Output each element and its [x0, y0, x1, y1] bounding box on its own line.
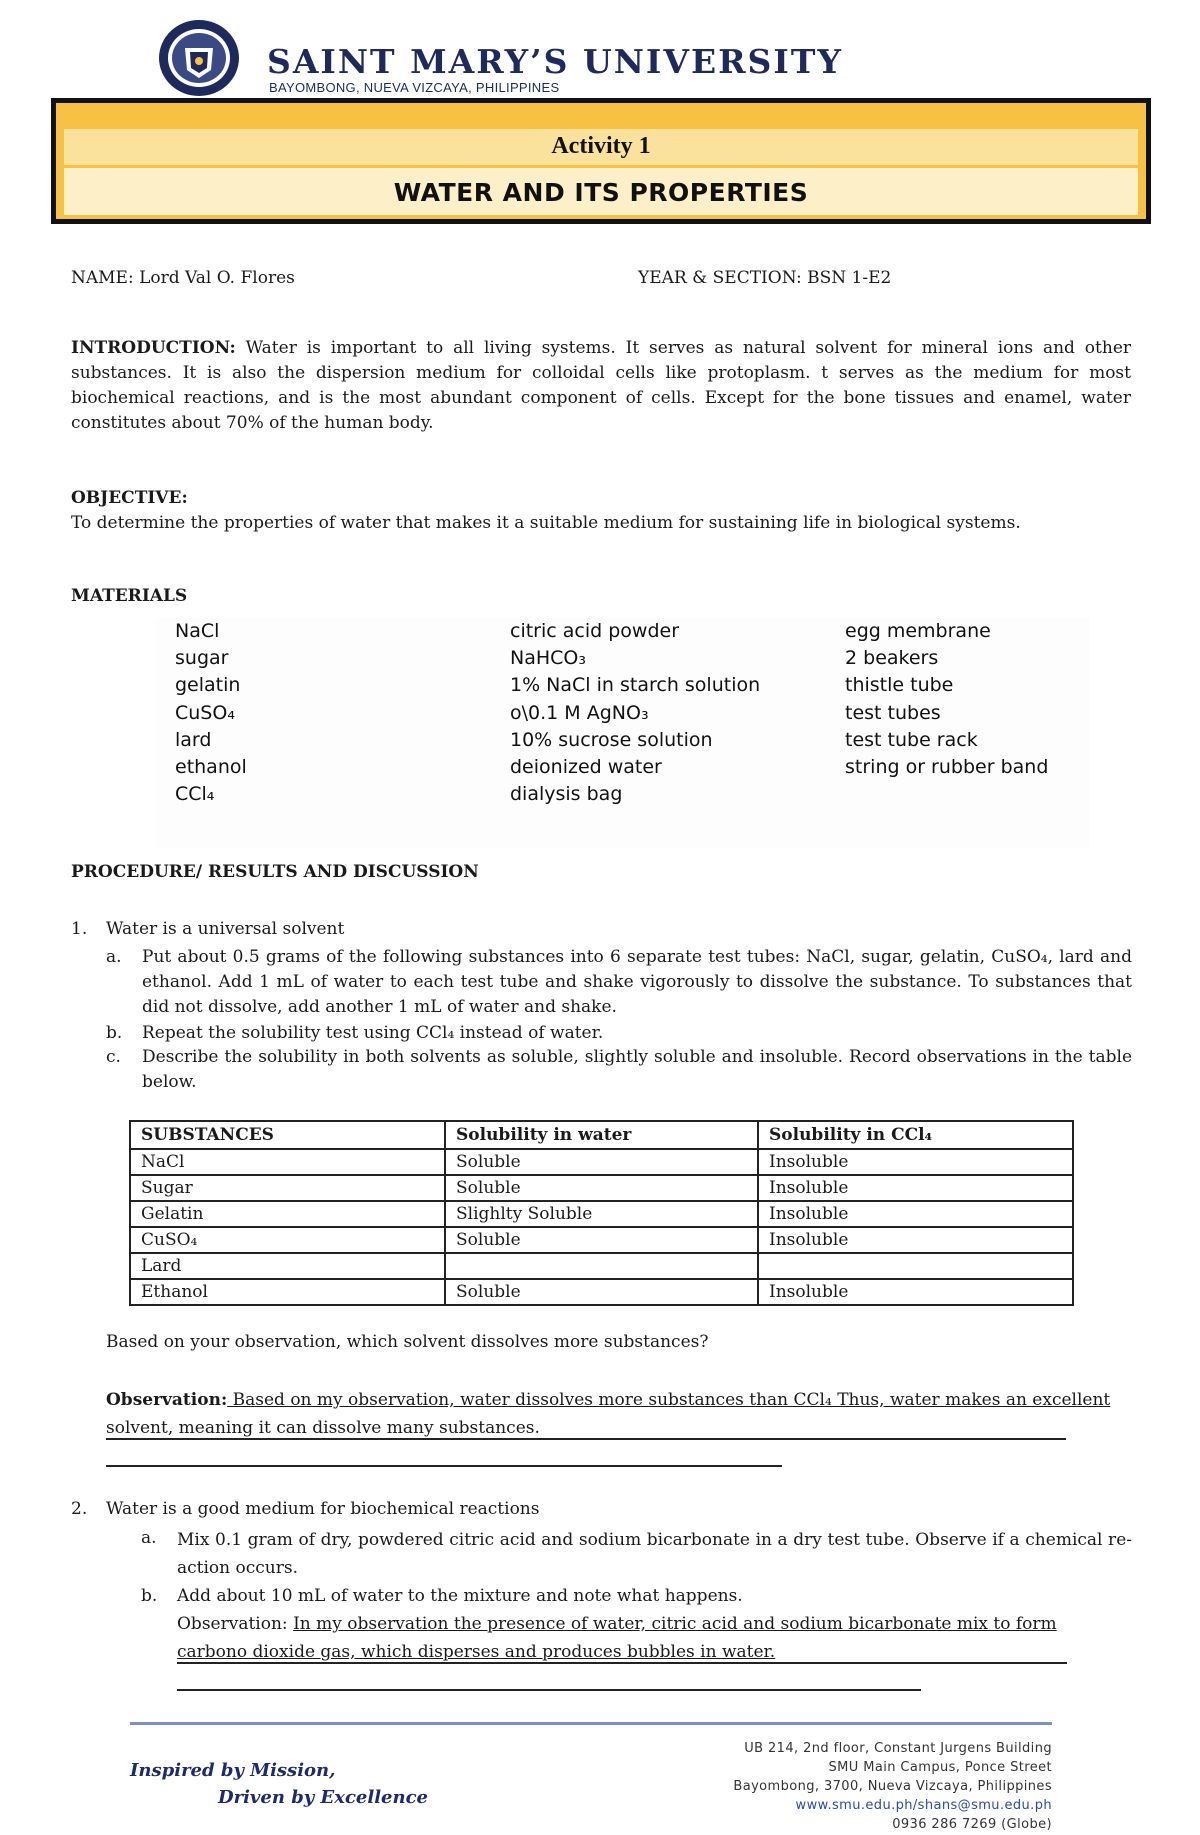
- address-line: Bayombong, 3700, Nueva Vizcaya, Philippines: [733, 1779, 1052, 1794]
- table-cell: NaCl: [130, 1149, 445, 1175]
- list-item: 2 beakers: [845, 647, 939, 670]
- table-row: [130, 1149, 1073, 1175]
- substep-label: b.: [141, 1586, 158, 1606]
- observation-answer-line: solvent, meaning it can dissolve many substances.: [106, 1418, 540, 1438]
- phone-number: 0936 286 7269 (Globe): [892, 1817, 1052, 1832]
- table-row: [130, 1227, 1073, 1253]
- introduction-text: Water is important to all living systems. It serves as natural solvent for mineral ions and other substances. It is also the dispersion medium for colloidal cells like protoplasm. t serves as the medium for most biochemical reactions, and is the most abundant component of cells. Except for the bone tissues and enamel, water constitutes about 70% of the human body.: [71, 338, 1132, 433]
- table-cell: Insoluble: [758, 1279, 1073, 1305]
- step-number: 2.: [71, 1499, 88, 1519]
- substep-text: Describe the solubility in both solvents as soluble, slightly soluble and insoluble. Record observations in the table below.: [142, 1047, 1132, 1092]
- substep-text: Add about 10 mL of water to the mixture and note what happens.: [177, 1586, 743, 1606]
- list-item: citric acid powder: [510, 620, 680, 642]
- substep-label: c.: [106, 1047, 121, 1067]
- materials-list: [155, 618, 1090, 848]
- procedure-heading: PROCEDURE/ RESULTS AND DISCUSSION: [71, 862, 479, 882]
- list-item: CCl₄: [175, 783, 215, 806]
- list-item: ethanol: [175, 755, 247, 778]
- website-link[interactable]: www.smu.edu.ph/shans@smu.edu.ph: [795, 1798, 1052, 1813]
- observation-answer: Based on my observation, water dissolves more substances than CCl₄ Thus, water makes an excellent: [227, 1390, 1111, 1410]
- list-item: dialysis bag: [510, 783, 623, 806]
- table-header-row: [130, 1121, 1073, 1149]
- list-item: thistle tube: [845, 674, 954, 697]
- list-item: test tube rack: [845, 728, 978, 751]
- substep-label: a.: [141, 1528, 157, 1548]
- observation-2: [177, 1612, 1057, 1637]
- table-cell: Soluble: [445, 1175, 758, 1201]
- observation-answer-line: carbono dioxide gas, which disperses and produces bubbles in water.: [177, 1642, 776, 1662]
- list-item: egg membrane: [845, 620, 991, 642]
- table-cell: CuSO₄: [130, 1227, 445, 1253]
- step-title: Water is a universal solvent: [106, 919, 345, 939]
- table-cell: Gelatin: [130, 1201, 445, 1227]
- table-cell: [445, 1253, 758, 1279]
- table-row: [130, 1253, 1073, 1279]
- table-cell: Slighlty Soluble: [445, 1201, 758, 1227]
- observation-answer: In my observation the presence of water, citric acid and sodium bicarbonate mix to form: [293, 1614, 1057, 1634]
- substep-label: a.: [106, 947, 122, 967]
- step-number: 1.: [71, 919, 88, 939]
- year-section-field: [638, 266, 891, 291]
- student-name-field: [71, 266, 295, 291]
- activity-title-box: [51, 98, 1151, 224]
- list-item: o\0.1 M AgNO₃: [510, 701, 649, 724]
- footer-tagline-2: Driven by Excellence: [218, 1787, 428, 1808]
- table-cell: Ethanol: [130, 1279, 445, 1305]
- university-location: BAYOMBONG, NUEVA VIZCAYA, PHILIPPINES: [269, 80, 560, 95]
- list-item: deionized water: [510, 755, 662, 778]
- table-cell: Insoluble: [758, 1175, 1073, 1201]
- table-cell: Soluble: [445, 1279, 758, 1305]
- answer-line: [177, 1689, 921, 1691]
- footer-tagline-1: Inspired by Mission,: [130, 1760, 336, 1781]
- table-cell: Soluble: [445, 1149, 758, 1175]
- address-line: UB 214, 2nd floor, Constant Jurgens Building: [744, 1741, 1052, 1756]
- answer-line: [106, 1438, 1066, 1440]
- substep-label: b.: [106, 1023, 123, 1043]
- observation-1: [106, 1388, 1110, 1413]
- observation-label: Observation:: [106, 1390, 228, 1410]
- university-seal-icon: [155, 18, 243, 98]
- letterhead: [155, 18, 1055, 98]
- materials-heading: MATERIALS: [71, 586, 188, 606]
- list-item: CuSO₄: [175, 701, 235, 724]
- materials-column-3: [845, 618, 1048, 781]
- answer-line: [177, 1662, 1067, 1664]
- address-line: SMU Main Campus, Ponce Street: [828, 1760, 1052, 1775]
- list-item: 1% NaCl in starch solution: [510, 674, 761, 697]
- table-cell: Soluble: [445, 1227, 758, 1253]
- answer-line: [106, 1465, 782, 1467]
- objective-text: To determine the properties of water that makes it a suitable medium for sustaining life in biological systems.: [71, 513, 1021, 533]
- footer-address: [733, 1739, 1052, 1834]
- list-item: test tubes: [845, 701, 941, 724]
- student-name: Lord Val O. Flores: [139, 268, 295, 288]
- introduction-heading: INTRODUCTION:: [71, 338, 236, 358]
- observation-label: Observation:: [177, 1614, 288, 1634]
- list-item: NaHCO₃: [510, 647, 586, 670]
- substep-text: Mix 0.1 gram of dry, powdered citric acid and sodium bicarbonate in a dry test tube. Observe if a chemical re-action occurs.: [177, 1530, 1132, 1578]
- column-header: Solubility in water: [445, 1121, 758, 1149]
- table-cell: Insoluble: [758, 1149, 1073, 1175]
- table-cell: Insoluble: [758, 1227, 1073, 1253]
- substep-text: Put about 0.5 grams of the following substances into 6 separate test tubes: NaCl, sugar, gelatin, CuSO₄, lard and ethanol. Add 1 mL of water to each test tube and shake vigorously to dissolve the substance. To substances that did not dissolve, add another 1 mL of water and shake.: [142, 947, 1132, 1017]
- table-cell: Lard: [130, 1253, 445, 1279]
- question-text: Based on your observation, which solvent dissolves more substances?: [106, 1332, 709, 1352]
- list-item: gelatin: [175, 674, 241, 697]
- activity-number: Activity 1: [551, 133, 651, 159]
- list-item: string or rubber band: [845, 755, 1049, 778]
- objective-heading: OBJECTIVE:: [71, 488, 188, 508]
- student-section: BSN 1-E2: [807, 268, 892, 288]
- solubility-table: [129, 1120, 1074, 1306]
- table-row: [130, 1279, 1073, 1305]
- activity-title: WATER AND ITS PROPERTIES: [393, 178, 809, 207]
- list-item: NaCl: [175, 620, 220, 642]
- materials-column-1: [175, 618, 247, 808]
- list-item: lard: [175, 728, 212, 751]
- step-title: Water is a good medium for biochemical reactions: [106, 1499, 540, 1519]
- list-item: 10% sucrose solution: [510, 728, 713, 751]
- name-label: NAME:: [71, 268, 134, 288]
- substep-text: Repeat the solubility test using CCl₄ instead of water.: [142, 1023, 604, 1043]
- footer-divider: [130, 1722, 1052, 1725]
- university-name: SAINT MARY’S UNIVERSITY: [267, 42, 843, 81]
- introduction-paragraph: [71, 336, 1131, 436]
- list-item: sugar: [175, 647, 229, 670]
- column-header: Solubility in CCl₄: [758, 1121, 1073, 1149]
- table-cell: Insoluble: [758, 1201, 1073, 1227]
- table-cell: [758, 1253, 1073, 1279]
- table-row: [130, 1175, 1073, 1201]
- table-row: [130, 1201, 1073, 1227]
- section-label: YEAR & SECTION:: [638, 268, 802, 288]
- table-cell: Sugar: [130, 1175, 445, 1201]
- column-header: SUBSTANCES: [130, 1121, 445, 1149]
- materials-column-2: [510, 618, 760, 808]
